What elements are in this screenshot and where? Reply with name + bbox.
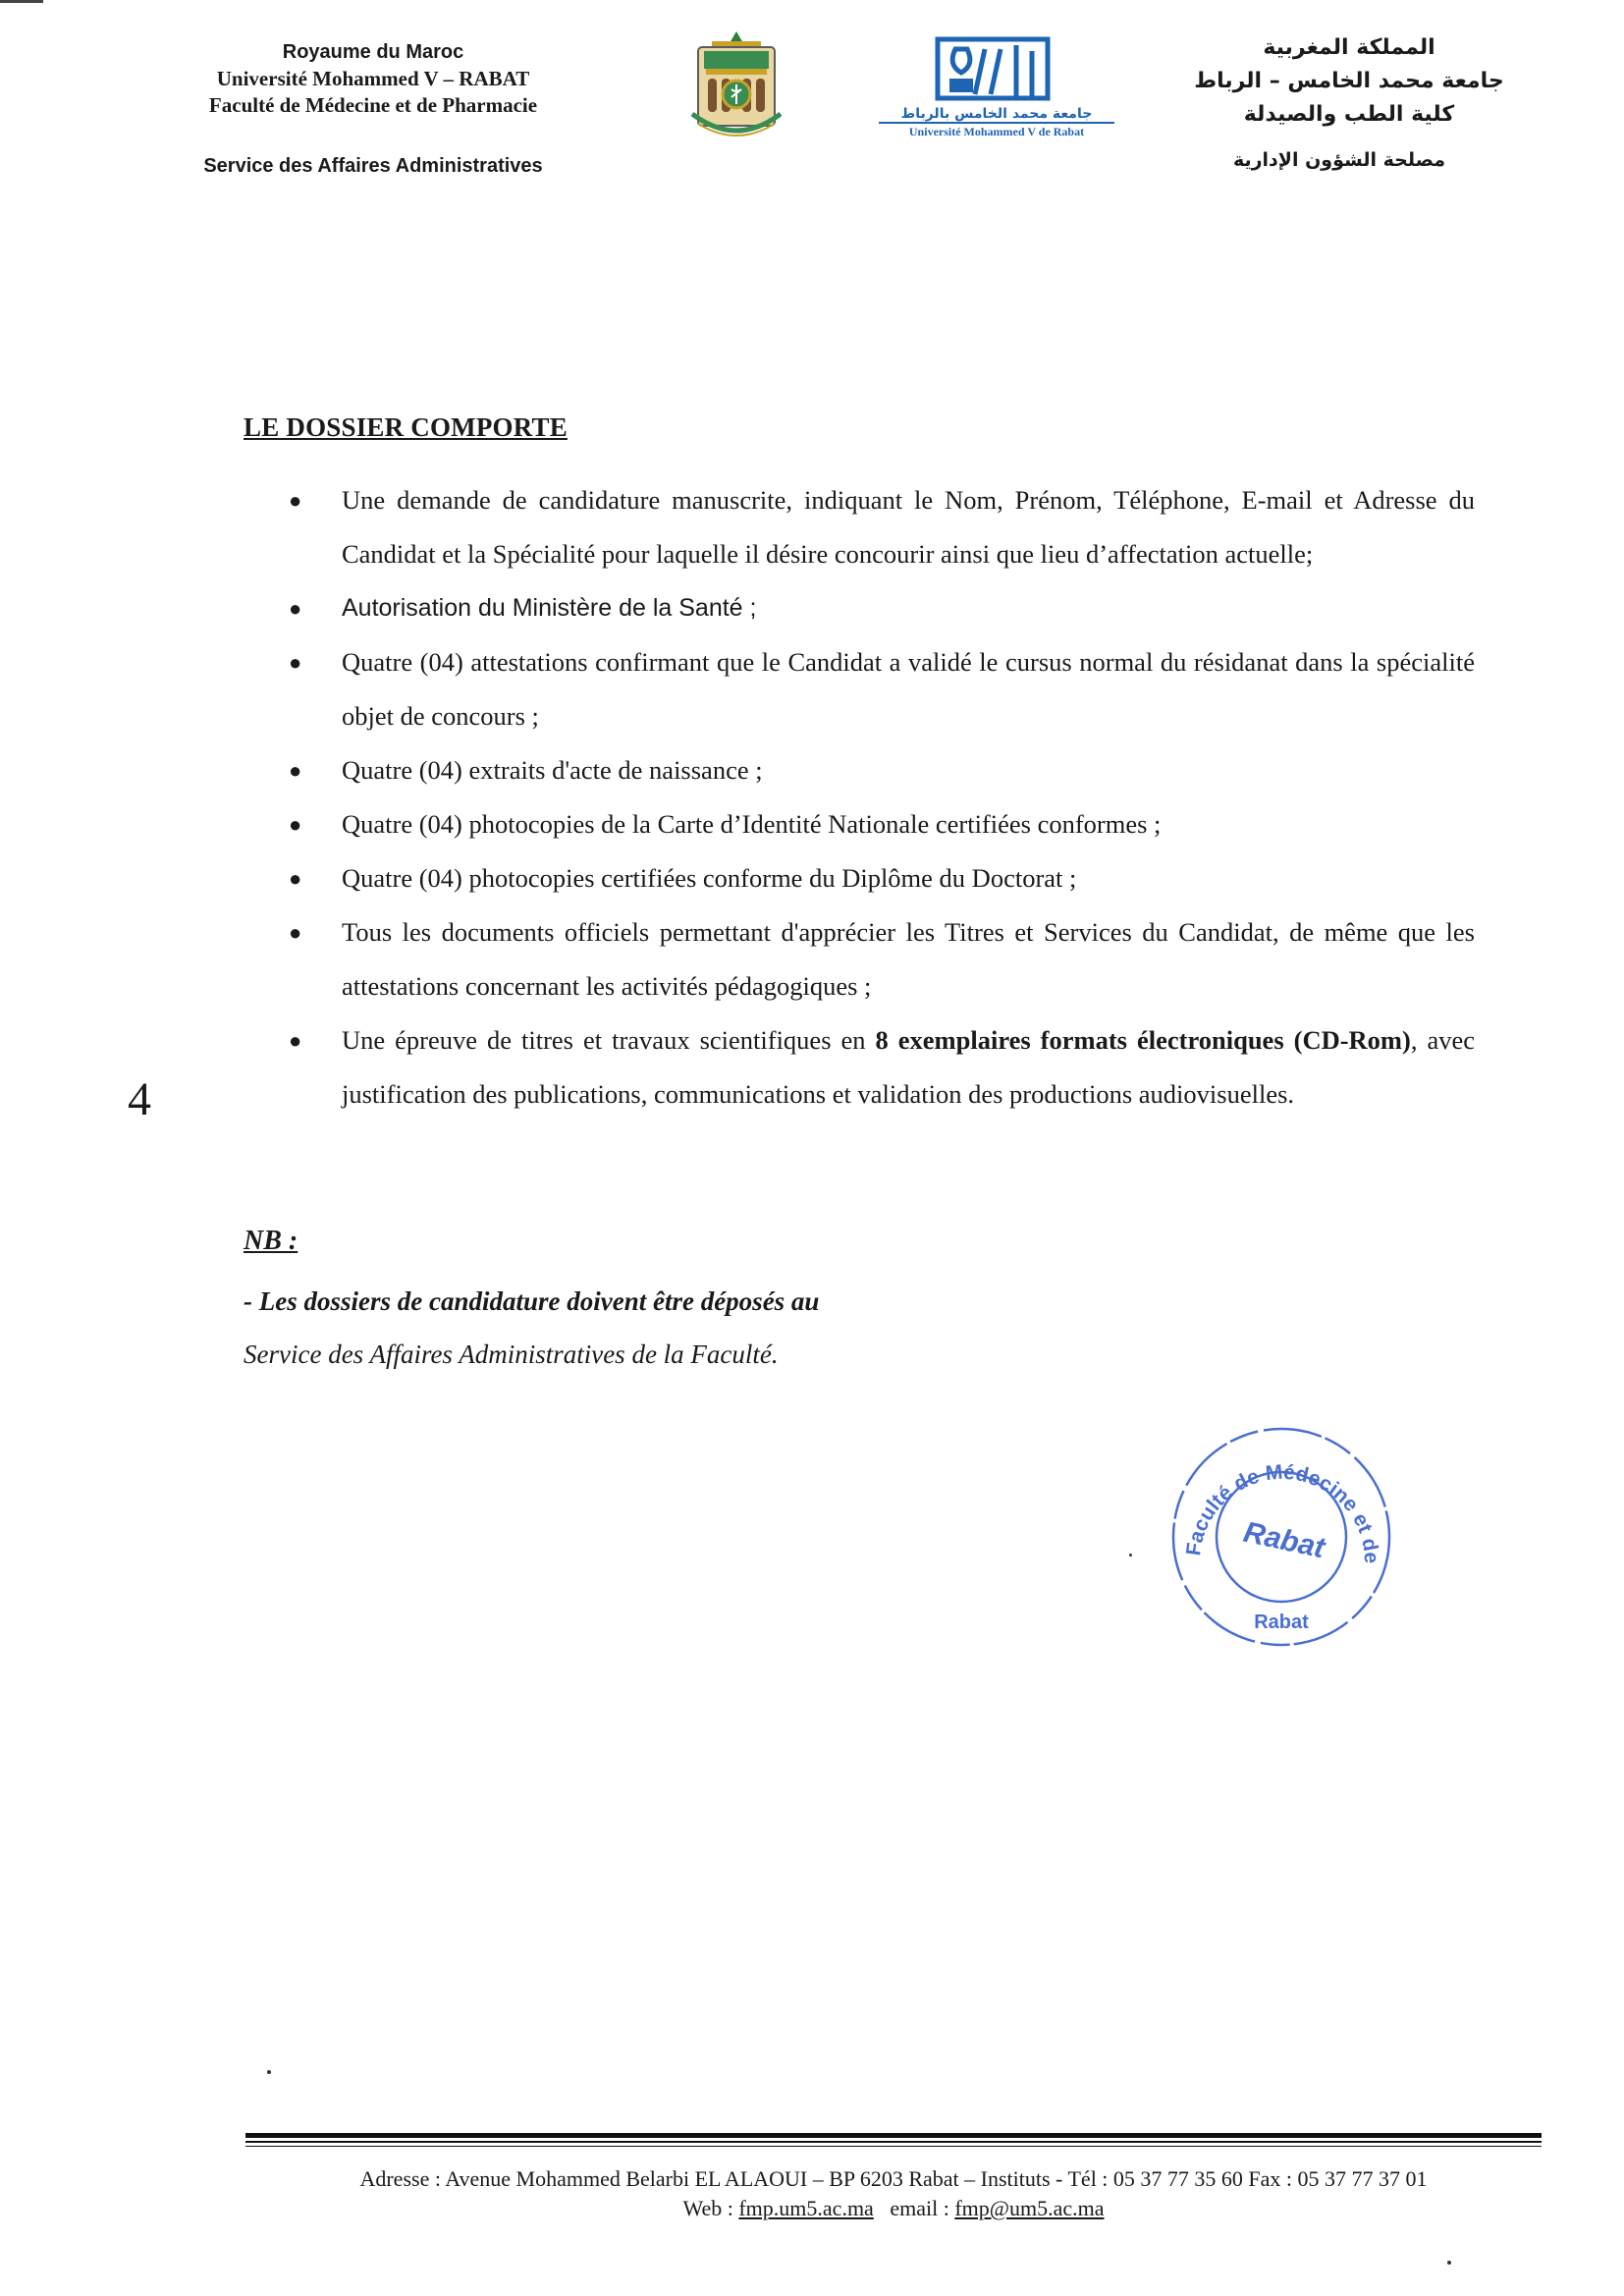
footer-email-link[interactable]: fmp@um5.ac.ma (954, 2196, 1105, 2220)
header-kingdom-ar: المملكة المغربية (1263, 35, 1435, 60)
header-left-block (147, 39, 599, 119)
stamp-bottom-text: Rabat (1254, 1612, 1309, 1633)
faculty-emblem-logo (682, 29, 790, 145)
header-right-block (1172, 31, 1526, 132)
list-item-text: Quatre (04) extraits d'acte de naissance ; (342, 755, 763, 785)
header-service: Service des Affaires Administratives (203, 155, 543, 177)
scan-speck (1129, 1554, 1132, 1557)
footer-contact (245, 2196, 1542, 2221)
footer-web-label: Web : (682, 2196, 739, 2220)
nb-text (244, 1275, 990, 1381)
page-number: 4 (128, 1073, 151, 1125)
header-faculty-ar: كلية الطب والصيدلة (1243, 102, 1455, 127)
header-kingdom: Royaume du Maroc (282, 41, 464, 63)
nb-line-1: - Les dossiers de candidature doivent être déposés au (244, 1286, 820, 1316)
list-item (285, 581, 1475, 635)
footer-rule (245, 2133, 1542, 2147)
list-item-text-end: , avec justification des publications, communications et validation des productions audiovisuelles. (342, 1025, 1475, 1109)
university-logo-arabic: جامعة محمد الخامس بالرباط (900, 106, 1093, 122)
header-university: Université Mohammed V – RABAT (216, 67, 530, 90)
list-item-text: Tous les documents officiels permettant d'apprécier les Titres et Services du Candidat, de même que les attestations concernant les activités pédagogiques ; (342, 917, 1475, 1001)
bullet-icon: ● (289, 650, 302, 675)
bullet-icon: ● (289, 920, 302, 945)
list-item-text: Quatre (04) attestations confirmant que le Candidat a validé le cursus normal du résidanat dans la spécialité objet de concours ; (342, 647, 1475, 731)
list-item (285, 743, 1475, 797)
list-item-text-start: Une épreuve de titres et travaux scientifiques en (342, 1025, 876, 1055)
list-item-text: Une demande de candidature manuscrite, indiquant le Nom, Prénom, Téléphone, E-mail et Adresse du Candidat et la Spécialité pour laquelle il désire concourir ainsi que lieu d’affectation actuelle; (342, 485, 1475, 569)
bullet-icon: ● (289, 758, 302, 783)
nb-title: NB : (244, 1226, 298, 1256)
list-item-text: Autorisation du Ministère de la Santé ; (342, 594, 757, 622)
university-logo-french: Université Mohammed V de Rabat (908, 125, 1085, 138)
stamp-ring-text: Faculté de Médecine et de (1182, 1460, 1383, 1564)
bullet-icon: ● (289, 488, 302, 513)
nb-line-2: Service des Affaires Administratives de la Faculté. (244, 1339, 779, 1369)
requirements-list (285, 473, 1475, 1121)
footer-web-link[interactable]: fmp.um5.ac.ma (738, 2196, 874, 2220)
scan-corner-mark (0, 0, 43, 3)
bullet-icon: ● (289, 812, 302, 837)
bullet-icon: ● (289, 596, 302, 621)
header-university-ar: جامعة محمد الخامس – الرباط (1194, 69, 1504, 93)
bullet-icon: ● (289, 1028, 302, 1053)
list-item-text: Quatre (04) photocopies certifiées conforme du Diplôme du Doctorat ; (342, 863, 1077, 893)
list-item (285, 797, 1475, 851)
list-item (285, 473, 1475, 581)
header-service-ar: مصلحة الشؤون الإدارية (1232, 149, 1446, 171)
footer-email-label: email : (890, 2196, 955, 2220)
list-item-text-bold: 8 exemplaires formats électroniques (CD-Rom) (875, 1025, 1411, 1055)
header-faculty: Faculté de Médecine et de Pharmacie (208, 93, 538, 117)
bullet-icon: ● (289, 866, 302, 891)
section-title: LE DOSSIER COMPORTE (244, 412, 568, 442)
university-logo (869, 35, 1124, 141)
footer-address: Adresse : Avenue Mohammed Belarbi EL ALAOUI – BP 6203 Rabat – Instituts - Tél : 05 37 77 35 60 Fax : 05 37 77 37 01 (359, 2166, 1428, 2191)
list-item (285, 905, 1475, 1013)
list-item (285, 635, 1475, 743)
stamp-center-text: Rabat (1240, 1515, 1328, 1565)
list-item (285, 1013, 1475, 1121)
list-item-text: Quatre (04) photocopies de la Carte d’Identité Nationale certifiées conformes ; (342, 809, 1162, 839)
scan-speck (267, 2070, 271, 2074)
scan-speck (1447, 2261, 1451, 2265)
faculty-stamp (1159, 1414, 1404, 1660)
list-item (285, 851, 1475, 905)
